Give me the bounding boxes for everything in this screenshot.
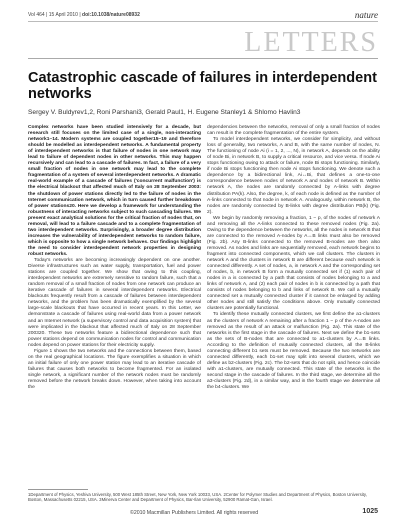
- abstract: Complex networks have been studied intensively for a decade, but research still focuses on the limited case of a single, non-interacting network1–14. Modern systems are coupled together15–19 and therefore should be modelled as interdependent networks. A fundamental property of interdependent networks is that failure of nodes in one network may lead to failure of dependent nodes in other networks. This may happen recursively and can lead to a cascade of failures. In fact, a failure of a very small fraction of nodes in one network may lead to the complete fragmentation of a system of several interdependent networks. A dramatic real-world example of a cascade of failures ('concurrent malfunction') is the electrical blackout that affected much of Italy on 28 September 2003: the shutdown of power stations directly led to the failure of nodes in the Internet communication network, which in turn caused further breakdown of power stations20. Here we develop a framework for understanding the robustness of interacting networks subject to such cascading failures. We present exact analytical solutions for the critical fraction of nodes that, on removal, will lead to a failure cascade and to a complete fragmentation of two interdependent networks. Surprisingly, a broader degree distribution increases the vulnerability of interdependent networks to random failure, which is opposite to how a single network behaves. Our findings highlight the need to consider interdependent network properties in designing robust networks.: [28, 125, 201, 257]
- right-column: [207, 125, 380, 391]
- page-number: 1025: [362, 508, 378, 515]
- citation-date: 15 April 2010: [48, 12, 78, 18]
- page-footer: [0, 510, 400, 524]
- copyright-notice: ©2010 Macmillan Publishers Limited. All rights reserved: [130, 510, 259, 516]
- body-paragraph: We begin by randomly removing a fraction, 1 − p, of the nodes of network A and removing all the A-links connected to these removed nodes (Fig. 2a). Owing to the dependence between the networks, all the nodes in network B that are connected to the removed A-nodes by A↔B links must also be removed (Fig. 2b). Any B-links connected to the removed B-nodes are then also removed. As nodes and links are sequentially removed, each network begins to fragment into connected components, which we call clusters. The clusters in network A and the clusters in network B are different because each network is connected differently. A set of nodes, a, in network A and the corresponding set of nodes, b, in network B form a mutually connected set if (1) each pair of nodes in a is connected by a path that consists of nodes belonging to a and links of network A, and (2) each pair of nodes in b is connected by a path that consists of nodes belonging to b and links of network B. We call a mutually connected set a mutually connected cluster if it cannot be enlarged by adding other nodes and still satisfy the conditions above. Only mutually connected clusters are potentially functional.: [207, 215, 380, 312]
- running-header: [28, 12, 378, 24]
- header-rule: [28, 21, 378, 22]
- body-paragraph: dependencies between the networks, removal of only a small fraction of nodes can result in the complete fragmentation of the entire system.: [207, 125, 380, 137]
- body-paragraph: Today's networks are becoming increasingly dependent on one another. Diverse infrastructures such as water supply, transportation, fuel and power stations are coupled together. We show that owing to this coupling, interdependent networks are extremely sensitive to random failure, such that a random removal of a small fraction of nodes from one network can produce an iterative cascade of failures in several interdependent networks. Electrical blackouts frequently result from a cascade of failures between interdependent networks, and the problem has been dramatically exemplified by the several large-scale blackouts that have occurred in recent years. In this Letter, we demonstrate a cascade of failures using real-world data from a power network and an Internet network (a supervisory control and data acquisition system) that were implicated in the blackout that affected much of Italy on 28 September 200320. These two networks feature a bidirectional dependence such that power stations depend on communication nodes for control and communication nodes depend on power stations for their electricity supply.: [28, 258, 201, 348]
- citation-volume: Vol 464: [28, 12, 45, 18]
- citation-line: Vol 464 | 15 April 2010 | doi:10.1038/nature08932: [28, 12, 140, 18]
- article-title: Catastrophic cascade of failures in interdependent networks: [28, 70, 377, 102]
- affiliations-footnote: 1Department of Physics, Yeshiva University, 500 West 185th Street, New York, New York 10033, USA. 2Center for Polymer Studies and Department of Physics, Boston University, Boston, Massachusetts 02215, USA. 3Minerva Center and Department of Physics, Bar-Ilan University, 52900 Ramat-Gan, Israel.: [28, 492, 367, 503]
- body-paragraph: Figure 1 shows the two networks and the connections between them, based on the real geographical locations. The figure exemplifies a situation in which an initial failure of only one power station may lead to an iterative cascade of failures that causes both networks to become fragmented. For an isolated single network, a significant number of the network nodes must be randomly removed before the network breaks down. However, when taking into account the: [28, 348, 201, 391]
- body-paragraph: To model interdependent networks, we consider for simplicity, and without loss of generality, two networks, A and B, with the same number of nodes, N. The functioning of node Ai (i = 1, 2, ..., N), in network A, depends on the ability of node Bi, in network B, to supply a critical resource, and vice versa. If node Ai stops functioning owing to attack or failure, node Bi stops functioning. Similarly, if node Bi stops functioning then node Ai stops functioning. We denote such a dependence by a bidirectional link, Ai↔Bi, that defines a one-to-one correspondence between nodes of network A and nodes of network B. Within network A, the nodes are randomly connected by A-links with degree distribution PA(k). Also, the degree, k, of each node is defined as the number of A-links connected to that node in network A. Analogously, within network B, the nodes are randomly connected by B-links with degree distribution PB(k) (Fig. 2).: [207, 137, 380, 215]
- title-divider: [28, 58, 378, 59]
- author-list: Sergey V. Buldyrev1,2, Roni Parshani3, Gerald Paul1, H. Eugene Stanley1 & Shlomo Havlin3: [28, 109, 301, 116]
- citation-doi[interactable]: doi:10.1038/nature08932: [82, 12, 140, 18]
- left-column: [28, 125, 201, 391]
- journal-logo: nature: [354, 10, 378, 20]
- footnote-divider: [28, 489, 88, 490]
- body-paragraph: To identify these mutually connected clusters, we first define the a1-clusters as the clusters of network A remaining after a fraction 1 − p of the A-nodes are removed as the result of an attack or malfunction (Fig. 2a). This state of the networks is the first stage in the cascade of failures. Next we define the b1-sets as the sets of B-nodes that are connected to a1-clusters by A↔B links. According to the definition of mutually connected clusters, all the B-links connecting different b1 sets must be removed. Because the two networks are connected differently, each b1-set may split into several clusters, which we define as b2-clusters (Fig. 2c). The b2-sets that do not split, and hence coincide with a1-clusters, are mutually connected. This state of the networks is the second stage in the cascade of failures. In the third stage, we determine all the a3-clusters (Fig. 2d), in a similar way, and in the fourth stage we determine all the b4-clusters. We: [207, 312, 380, 391]
- section-title: LETTERS: [244, 27, 378, 58]
